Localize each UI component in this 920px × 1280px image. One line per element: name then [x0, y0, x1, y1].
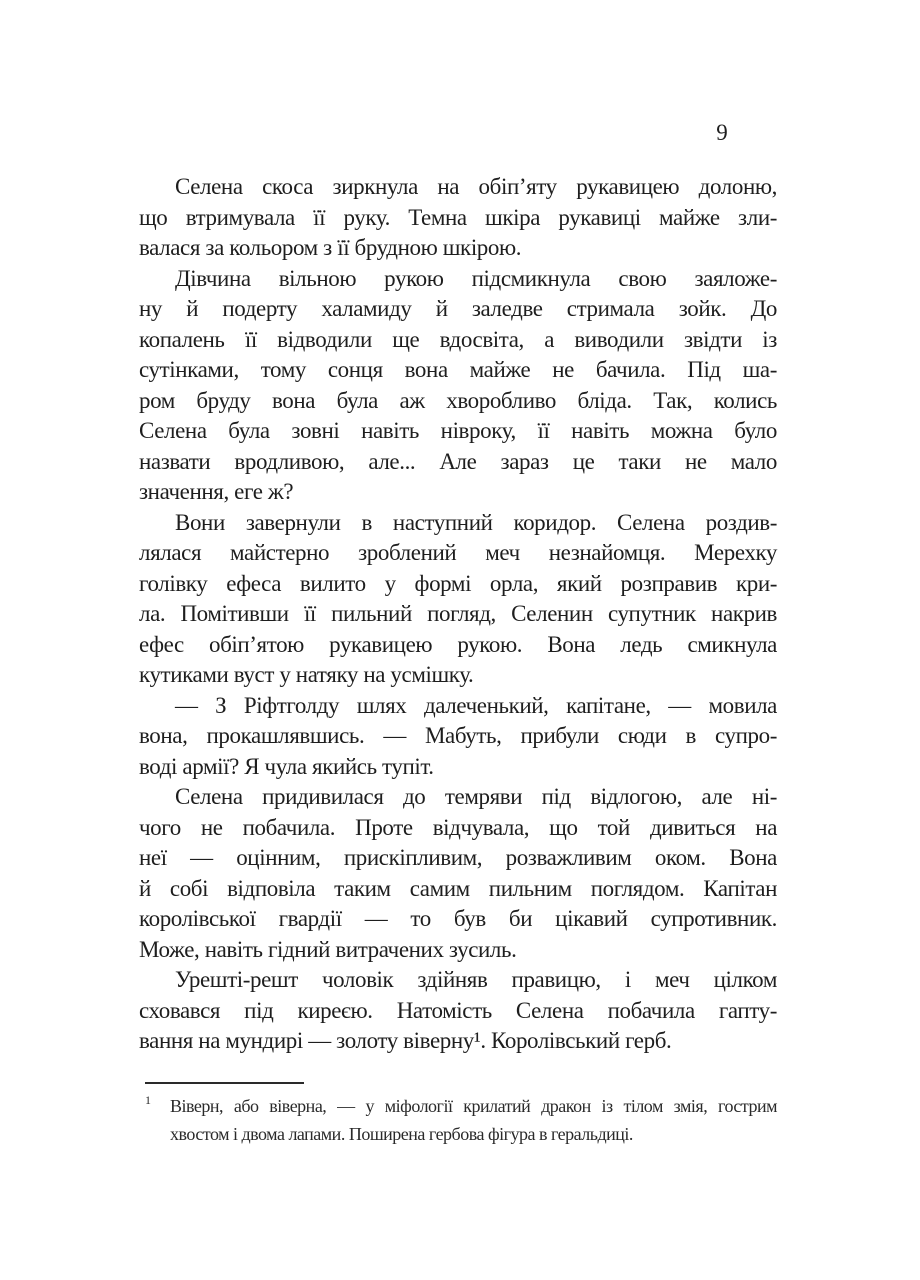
text-line: Селена придивилася до темряви під відлогою, але ні-: [175, 784, 777, 809]
text-line: ну й подерту халамиду й заледве стримала зойк. До: [139, 296, 777, 321]
text-line: ефес обіп’ятою рукавицею рукою. Вона ледь смикнула: [139, 631, 777, 657]
text-line: кутиками вуст у натяку на усмішку.: [139, 662, 474, 687]
footnote: [139, 1092, 777, 1148]
text-line: королівської гвардії — то був би цікавий супротивник.: [139, 906, 777, 931]
text-line: що втримувала її руку. Темна шкіра рукавиці майже зли-: [139, 204, 777, 230]
text-line: лялася майстерно зроблений меч незнайомця. Мерехку: [139, 540, 777, 565]
text-line: ром бруду вона була аж хворобливо бліда. Так, колись: [139, 387, 777, 413]
text-line: Урешті-решт чоловік здійняв правицю, і меч цілком: [175, 967, 777, 992]
text-line: сутінками, тому сонця вона майже не бачила. Під ша-: [139, 357, 777, 382]
text-line: голівку ефеса вилито у формі орла, який розправив кри-: [139, 570, 777, 596]
text-line: копалень її відводили ще вдосвіта, а виводили звідти із: [139, 326, 777, 352]
text-line: вона, прокашлявшись. — Мабуть, прибули сюди в супро-: [139, 723, 777, 748]
text-line: назвати вродливою, але... Але зараз це таки не мало: [139, 448, 777, 474]
text-line: й собі відповіла таким самим пильним поглядом. Капітан: [139, 875, 777, 901]
text-line: вання на мундирі — золоту віверну¹. Королівський герб.: [139, 1028, 672, 1053]
text-line: Селена скоса зиркнула на обіп’яту рукавицею долоню,: [175, 174, 777, 199]
text-line: Вони завернули в наступний коридор. Селена роздив-: [175, 509, 777, 535]
page-number: 9: [716, 120, 728, 145]
text-line: Може, навіть гідний витрачених зусиль.: [139, 936, 517, 962]
text-line: воді армії? Я чула якийсь тупіт.: [139, 753, 434, 779]
text-line: валася за кольором з її брудною шкірою.: [139, 235, 522, 260]
text-line: ла. Помітивши її пильний погляд, Селенин супутник накрив: [139, 601, 777, 626]
footnote-line: хвостом і двома лапами. Поширена гербова фігура в геральдиці.: [170, 1124, 633, 1144]
footnote-line: 1 Віверн, або віверна, — у міфології крилатий дракон із тілом змія, гострим: [145, 1093, 777, 1116]
footnote-separator: [145, 1082, 304, 1084]
footnote-text: [139, 1092, 777, 1148]
text-line: Селена була зовні навіть нівроку, її навіть можна було: [139, 418, 777, 443]
text-line: — З Ріфтголду шлях далеченький, капітане, — мовила: [175, 692, 777, 718]
text-line: неї — оцінним, прискіпливим, розважливим оком. Вона: [139, 845, 777, 870]
text-line: чого не побачила. Проте відчувала, що той дивиться на: [139, 814, 777, 840]
footnote-marker: 1: [145, 1093, 151, 1107]
text-line: сховався під киреєю. Натомість Селена побачила гапту-: [139, 997, 777, 1023]
text-line: значення, еге ж?: [139, 479, 294, 504]
body-text: [139, 172, 777, 1057]
text-line: Дівчина вільною рукою підсмикнула свою заяложе-: [175, 265, 777, 291]
